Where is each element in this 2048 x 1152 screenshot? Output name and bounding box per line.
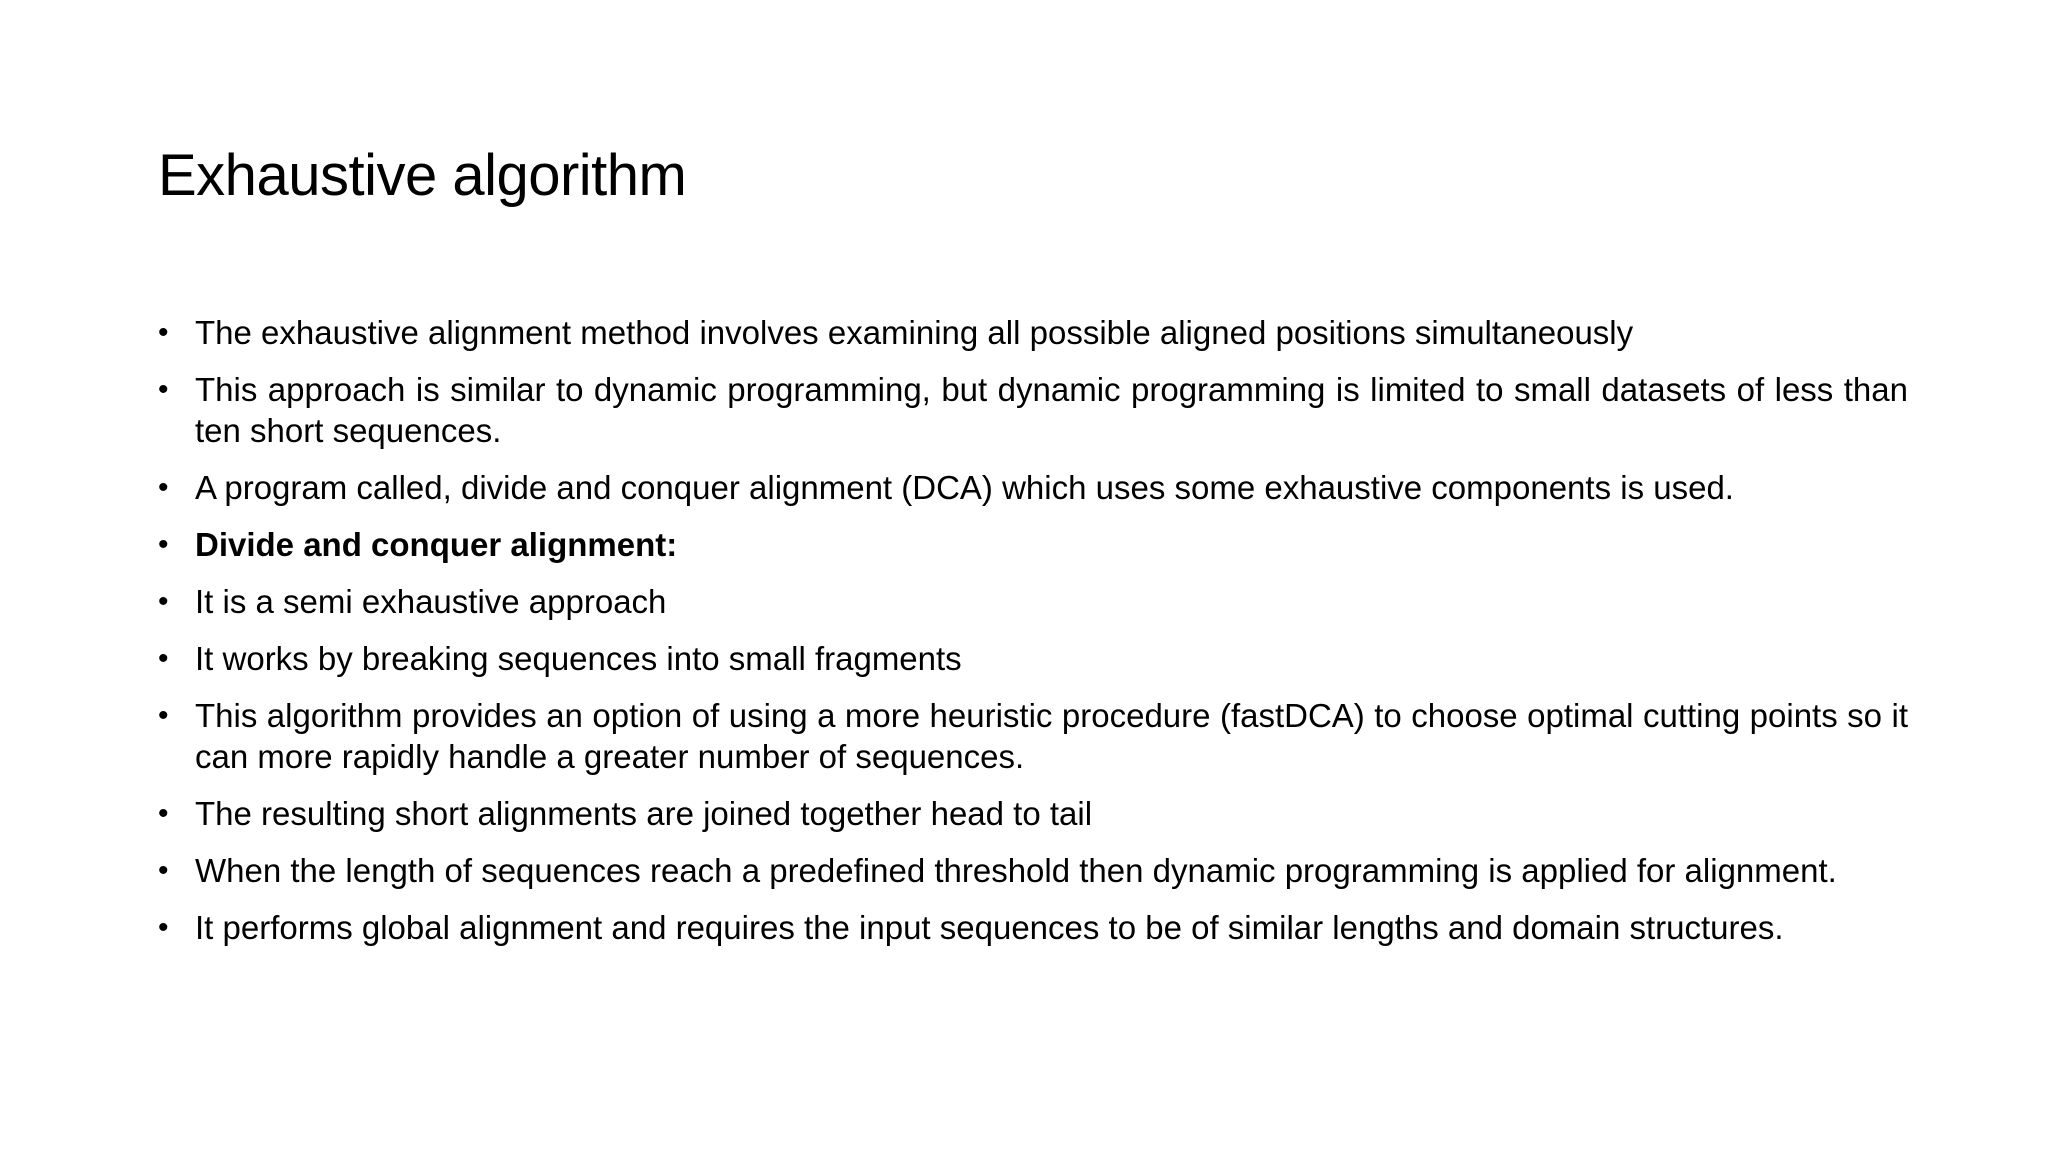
bullet-item [158,467,1908,508]
bullet-dot-icon: • [158,642,169,675]
bullet-item [158,369,1908,451]
slide-title: Exhaustive algorithm [158,143,687,208]
bullet-text: Divide and conquer alignment: [195,526,678,563]
bullet-text: This approach is similar to dynamic programming, but dynamic programming is limited to small datasets of less than ten short sequences. [195,371,1908,449]
bullet-item [158,638,1908,679]
bullet-dot-icon: • [158,471,169,504]
bullet-text: The resulting short alignments are joined together head to tail [195,795,1093,832]
bullet-dot-icon: • [158,373,169,406]
bullet-item [158,695,1908,777]
bullet-dot-icon: • [158,316,169,349]
bullet-item [158,850,1908,891]
bullet-item [158,581,1908,622]
bullet-dot-icon: • [158,699,169,732]
bullet-dot-icon: • [158,797,169,830]
bullet-dot-icon: • [158,854,169,887]
bullet-item-heading [158,524,1908,565]
bullet-dot-icon: • [158,528,169,561]
bullet-text: This algorithm provides an option of using a more heuristic procedure (fastDCA) to choose optimal cutting points so it can more rapidly handle a greater number of sequences. [195,697,1908,775]
bullet-item [158,312,1908,353]
bullet-text: It is a semi exhaustive approach [195,583,667,620]
bullet-dot-icon: • [158,585,169,618]
bullet-text: It works by breaking sequences into small fragments [195,640,962,677]
bullet-dot-icon: • [158,911,169,944]
bullet-text: It performs global alignment and requires the input sequences to be of similar lengths and domain structures. [195,909,1784,946]
bullet-item [158,907,1908,948]
bullet-item [158,793,1908,834]
bullet-text: A program called, divide and conquer alignment (DCA) which uses some exhaustive components is used. [195,469,1734,506]
bullet-text: The exhaustive alignment method involves examining all possible aligned positions simultaneously [195,314,1634,351]
bullet-text: When the length of sequences reach a predefined threshold then dynamic programming is applied for alignment. [195,852,1837,889]
bullet-list [158,312,1908,964]
